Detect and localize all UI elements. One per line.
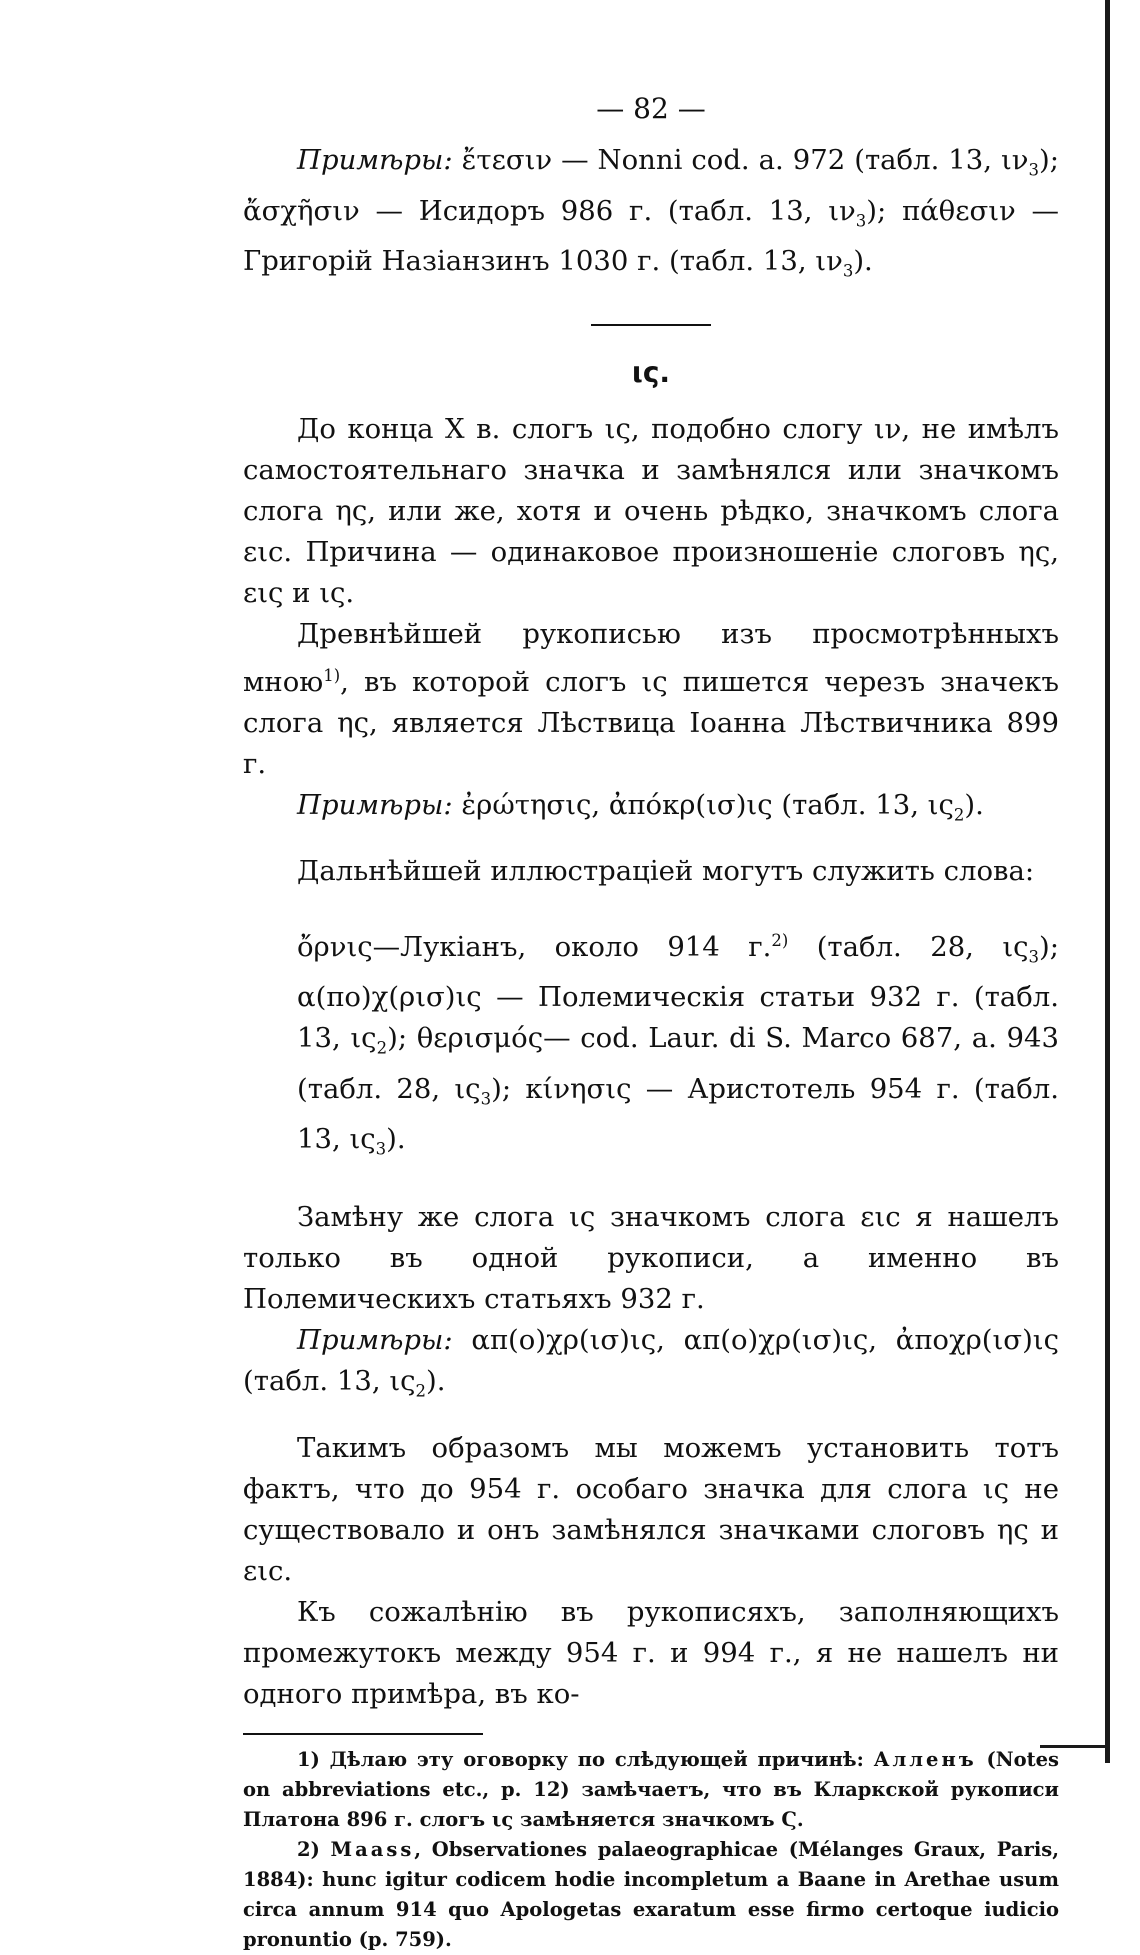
page-content (243, 88, 1059, 1955)
examples-label: Примѣры: (297, 788, 453, 821)
footnote-ref-1: 1) (323, 665, 341, 685)
paragraph-4: Замѣну же слога ις значкомъ слога ειс я нашелъ только въ одной рукописи, а именно въ Полемическихъ статьяхъ 932 г. (243, 1201, 1059, 1316)
paragraph-2: Древнѣйшей рукописью изъ просмотрѣнныхъ мною$^{1)}$, въ которой слогъ ις пишется черезъ значекъ слога ης, является Лѣствица Іоанна Лѣствичника 899 г. (243, 617, 1059, 780)
footnote-ref-2: 2) (771, 930, 789, 950)
examples-label: Примѣры: (297, 1324, 453, 1357)
intro-examples: Примѣры: ἔτεσιν — Nonni cod. a. 972 (табл. 13, $\iota\nu_3$); ἄσχῆσιν — Исидоръ 986 г. (табл. 13, $\iota\nu_3$); πάθεσιν — Григорій Назіанзинъ 1030 г. (табл. 13, $\iota\nu_3$). (243, 144, 1059, 281)
page-number: — 82 — (596, 92, 706, 125)
paragraph-5: Такимъ образомъ мы можемъ установить тотъ фактъ, что до 954 г. особаго значка для слога ις не существовало и онъ замѣнялся значками слоговъ ης и ειс. (243, 1431, 1059, 1587)
examples-2: Примѣры: ἐρώτησις, ἀπόκρ(ισ)ις (табл. 13, $\iota\varsigma_2$). (297, 788, 984, 825)
paragraph-3: Дальнѣйшей иллюстрацiей могутъ служить слова: (297, 855, 1035, 888)
footnote-divider (243, 1733, 483, 1735)
footnotes (243, 1745, 1059, 1955)
footnote-1: 1) Дѣлаю эту оговорку по слѣдующей причинѣ: Алленъ (Notes on abbreviations etc., p. 12) замѣчаетъ, что въ Кларкской рукописи Платона 896 г. слогъ ις замѣняется значкомъ Ϛ. (243, 1747, 1059, 1831)
section-divider (591, 324, 711, 326)
examples-3: Примѣры: απ(ο)χρ(ισ)ις, απ(ο)χρ(ισ)ις, ἀποχρ(ισ)ις (табл. 13, $\iota\varsigma_2$). (243, 1324, 1059, 1401)
examples-label: Примѣры: (297, 144, 453, 176)
footnote-2: 2) Maass, Observationes palaeographicae (Mélanges Graux, Paris, 1884): hunc igitur codicem hodie incompletum a Baane in Arethae usum circa annum 914 quo Apologetas exaratum esse firmo certoque iudicio pronuntio (p. 759). (243, 1837, 1059, 1951)
section-heading: ις. (631, 355, 671, 389)
paragraph-1: До конца X в. слогъ ις, подобно слогу ιν, не имѣлъ самостоятельнаго значка и замѣнялся или значкомъ слога ης, или же, хотя и очень рѣдко, значкомъ слога ειс. Причина — одинаковое произношеніе слоговъ ης, εις и ις. (243, 412, 1059, 609)
examples-list: ὄρνις—Лукіанъ, около 914 г.$^{2)}$ (табл. 28, $\iota\varsigma_3$); α(πο)χ(ρισ)ις — Полемическія статьи 932 г. (табл. 13, $\iota\varsigma_2$); θερισμός— cod. Laur. di S. Marco 687, a. 943 (табл. 28, $\iota\varsigma_3$); κίνησις — Аристотель 954 г. (табл. 13, $\iota\varsigma_3$). (297, 930, 1060, 1159)
paragraph-6: Къ сожалѣнію въ рукописяхъ, заполняющихъ промежутокъ между 954 г. и 994 г., я не нашелъ ни одного примѣра, въ ко- (243, 1595, 1059, 1710)
page-edge-rule (1105, 0, 1110, 1763)
